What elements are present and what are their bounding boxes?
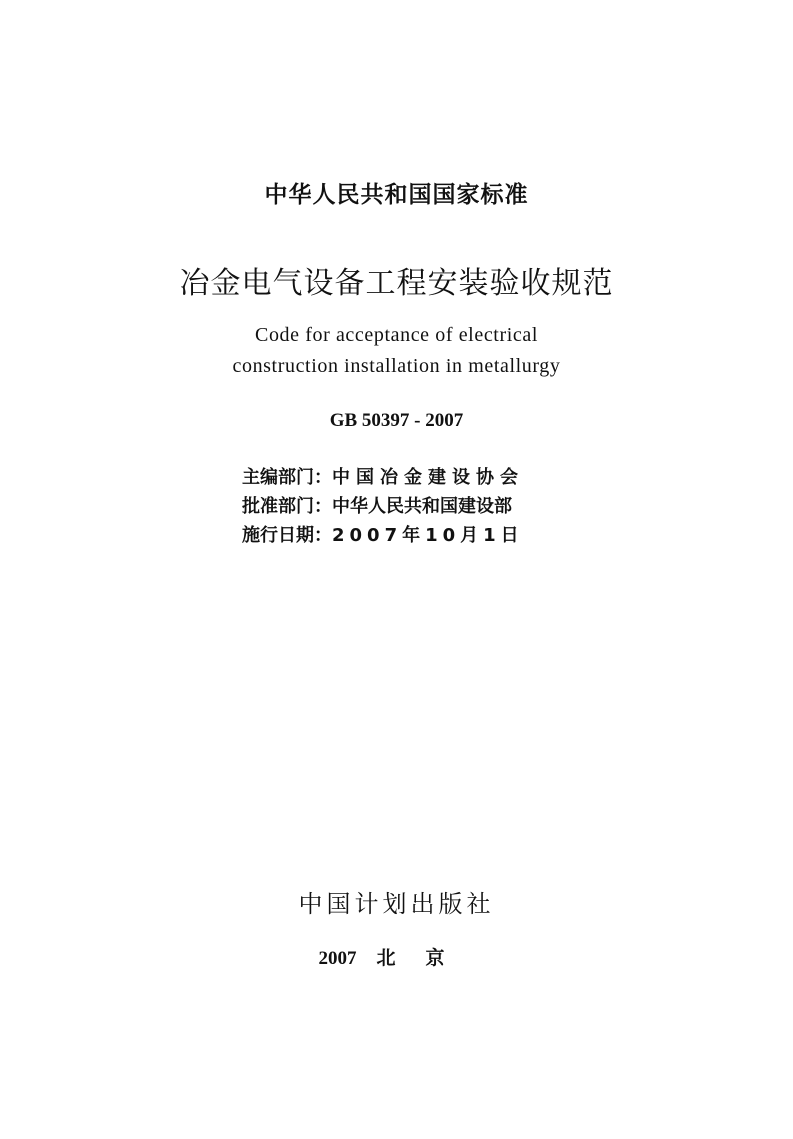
editor-separator: ： [314, 467, 332, 488]
series-title: 中华人民共和国国家标准 [264, 182, 529, 208]
effective-date-separator: ： [314, 525, 332, 546]
english-title-line-2: construction installation in metallurgy [232, 355, 561, 377]
editor-row [242, 463, 524, 492]
english-title-line-1: Code for acceptance of electrical [255, 324, 538, 346]
approver-row [242, 492, 524, 521]
effective-date-row [242, 521, 524, 550]
editor-label: 主编部门 [242, 467, 314, 488]
effective-date-value: 2007年10月1日 [332, 525, 524, 546]
imprint-city: 北京 [376, 947, 475, 969]
chinese-title: 冶金电气设备工程安装验收规范 [179, 266, 614, 301]
imprint [0, 943, 793, 970]
imprint-year: 2007 [318, 948, 357, 969]
approver-value: 中华人民共和国建设部 [332, 496, 512, 517]
approver-label: 批准部门 [242, 496, 314, 517]
approver-separator: ： [314, 496, 332, 517]
publication-meta [242, 463, 524, 550]
effective-date-label: 施行日期 [242, 525, 314, 546]
standard-code: GB 50397 - 2007 [329, 410, 464, 431]
editor-value: 中国冶金建设协会 [332, 467, 524, 488]
publisher-name: 中国计划出版社 [298, 890, 495, 918]
